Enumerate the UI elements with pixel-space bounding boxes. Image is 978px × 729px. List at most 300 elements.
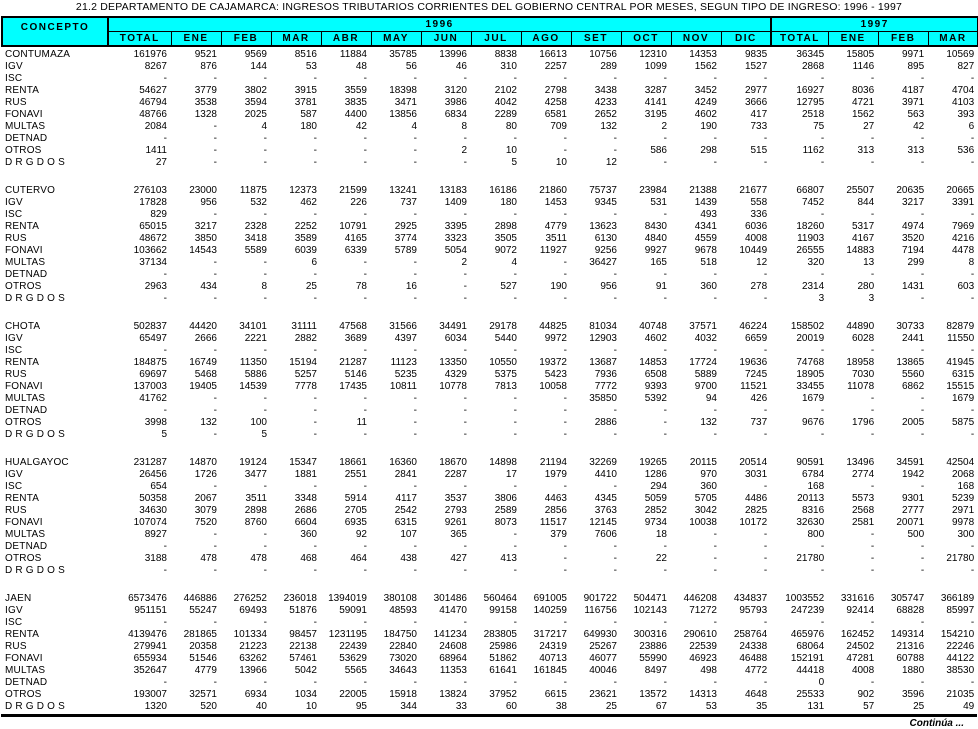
row-label: CONTUMAZA — [5, 49, 71, 60]
cell-value: - — [920, 133, 925, 144]
cell-value: 3774 — [394, 233, 417, 244]
table-row — [2, 393, 978, 405]
cell-value: 25986 — [489, 641, 517, 652]
cell-value: 10756 — [589, 49, 617, 60]
cell-value: 3195 — [644, 109, 667, 120]
cell-value: - — [970, 345, 975, 356]
cell-value: 4008 — [851, 665, 875, 676]
table-row — [2, 677, 978, 689]
cell-value: - — [213, 565, 217, 576]
cell-value: - — [820, 133, 825, 144]
cell-value: 7030 — [851, 369, 875, 380]
cell-value: - — [513, 429, 517, 440]
cell-value: 11903 — [797, 233, 825, 244]
cell-value: 520 — [200, 701, 217, 712]
cell-value: 970 — [700, 469, 717, 480]
cell-value: 4249 — [694, 97, 717, 108]
cell-value: - — [213, 157, 217, 168]
cell-value: - — [763, 73, 768, 84]
cell-value: 16360 — [389, 457, 417, 468]
cell-value: 500 — [907, 529, 925, 540]
cell-value: - — [970, 429, 975, 440]
cell-value: 51546 — [189, 653, 217, 664]
cell-value: 85997 — [946, 605, 975, 616]
cell-value: 3511 — [545, 233, 567, 244]
cell-value: - — [820, 209, 825, 220]
cell-value: 33455 — [796, 381, 825, 392]
cell-value: 24338 — [739, 641, 768, 652]
section-total-row — [2, 319, 978, 333]
cell-value: 33 — [455, 701, 467, 712]
table-row — [2, 61, 978, 73]
cell-value: 42504 — [946, 457, 975, 468]
cell-value: 7772 — [594, 381, 617, 392]
cell-value: - — [213, 405, 217, 416]
cell-value: 3763 — [594, 505, 617, 516]
cell-value: 2257 — [544, 61, 567, 72]
cell-value: - — [363, 209, 367, 220]
cell-value: 13241 — [389, 185, 417, 196]
cell-value: 3915 — [294, 85, 317, 96]
section-gap — [2, 305, 978, 319]
table-row — [2, 197, 978, 209]
cell-value: 21860 — [539, 185, 567, 196]
cell-value: - — [713, 565, 717, 576]
cell-value: - — [763, 157, 768, 168]
cell-value: 1286 — [644, 469, 667, 480]
cell-value: - — [513, 541, 517, 552]
cell-value: 18670 — [439, 457, 467, 468]
cell-value: 3850 — [194, 233, 217, 244]
cell-value: 54627 — [139, 85, 167, 96]
cell-value: 3452 — [694, 85, 717, 96]
cell-value: - — [513, 133, 517, 144]
cell-value: 8036 — [851, 85, 875, 96]
cell-value: - — [263, 157, 267, 168]
cell-value: 6315 — [394, 517, 417, 528]
cell-value: 7520 — [194, 517, 217, 528]
cell-value: 8 — [968, 257, 975, 268]
cell-value: - — [313, 345, 317, 356]
cell-value: 95 — [355, 701, 367, 712]
cell-value: 6615 — [544, 689, 567, 700]
cell-value: 8516 — [294, 49, 317, 60]
cell-value: - — [920, 405, 925, 416]
cell-value: 6028 — [851, 333, 875, 344]
cell-value: - — [213, 429, 217, 440]
cell-value: 3477 — [244, 469, 267, 480]
cell-value: - — [920, 345, 925, 356]
cell-value: 4165 — [344, 233, 367, 244]
cell-value: 12 — [605, 157, 617, 168]
cell-value: 478 — [250, 553, 267, 564]
cell-value: 5440 — [494, 333, 517, 344]
table-row — [2, 565, 978, 577]
cell-value: 13 — [863, 257, 875, 268]
cell-value: 7813 — [494, 381, 517, 392]
cell-value: - — [613, 73, 617, 84]
cell-value: 12795 — [796, 97, 825, 108]
cell-value: 4008 — [744, 233, 768, 244]
cell-value: 14313 — [689, 689, 717, 700]
cell-value: - — [763, 345, 768, 356]
cell-value: 1034 — [294, 689, 317, 700]
cell-value: 10569 — [946, 49, 975, 60]
table-row — [2, 505, 978, 517]
cell-value: 40713 — [539, 653, 567, 664]
cell-value: - — [763, 541, 768, 552]
cell-value: - — [313, 565, 317, 576]
cell-value: - — [920, 553, 925, 564]
cell-value: - — [163, 565, 167, 576]
cell-value: 162452 — [840, 629, 875, 640]
cell-value: - — [163, 269, 167, 280]
cell-value: 13572 — [639, 689, 667, 700]
cell-value: - — [163, 345, 167, 356]
cell-value: - — [663, 269, 667, 280]
cell-value: 30733 — [896, 321, 925, 332]
cell-value: 3 — [818, 293, 825, 304]
cell-value: 3511 — [245, 493, 267, 504]
cell-value: 434 — [200, 281, 217, 292]
cell-value: 102143 — [633, 605, 667, 616]
cell-value: 34101 — [239, 321, 267, 332]
cell-value: 9927 — [644, 245, 667, 256]
cell-value: 4840 — [644, 233, 667, 244]
row-label: RENTA — [5, 357, 40, 368]
cell-value: 60788 — [896, 653, 925, 664]
cell-value: 53629 — [339, 653, 367, 664]
row-label: ISC — [5, 345, 23, 356]
cell-value: 5257 — [294, 369, 317, 380]
cell-value: 4233 — [594, 97, 617, 108]
cell-value: 5565 — [344, 665, 367, 676]
row-label: DETNAD — [5, 133, 48, 144]
cell-value: 1562 — [851, 109, 875, 120]
cell-value: 60 — [505, 701, 517, 712]
cell-value: 3986 — [444, 97, 467, 108]
row-label: ISC — [5, 209, 23, 220]
cell-value: 1231195 — [328, 629, 367, 640]
cell-value: 107 — [400, 529, 417, 540]
cell-value: 34491 — [439, 321, 467, 332]
row-label: DETNAD — [5, 541, 48, 552]
cell-value: 10811 — [389, 381, 417, 392]
cell-value: 92 — [355, 529, 367, 540]
cell-value: 2551 — [344, 469, 367, 480]
cell-value: - — [563, 481, 567, 492]
cell-value: 14543 — [189, 245, 217, 256]
row-label: MULTAS — [5, 393, 46, 404]
cell-value: 3781 — [294, 97, 317, 108]
cell-value: 152191 — [790, 653, 825, 664]
cell-value: 140259 — [533, 605, 567, 616]
row-label: D R G D O S — [5, 565, 65, 576]
cell-value: 951151 — [134, 605, 167, 616]
cell-value: - — [413, 157, 417, 168]
cell-value: 8430 — [644, 221, 667, 232]
cell-value: - — [213, 145, 217, 156]
cell-value: - — [163, 677, 167, 688]
row-label: RENTA — [5, 493, 40, 504]
cell-value: 69697 — [139, 369, 167, 380]
cell-value: 21194 — [539, 457, 567, 468]
cell-value: 4345 — [594, 493, 617, 504]
column-header-feb: FEB — [221, 32, 271, 47]
cell-value: 46794 — [139, 97, 167, 108]
cell-value: - — [213, 293, 217, 304]
table-body — [2, 46, 978, 713]
cell-value: 67 — [655, 701, 667, 712]
cell-value: 20358 — [189, 641, 217, 652]
cell-value: - — [970, 293, 975, 304]
cell-value: 6 — [311, 257, 317, 268]
cell-value: 10172 — [739, 517, 768, 528]
cell-value: - — [613, 565, 617, 576]
cell-value: 34630 — [139, 505, 167, 516]
cell-value: 2886 — [594, 417, 617, 428]
column-header-total-1997: TOTAL — [771, 32, 828, 47]
cell-value: - — [463, 293, 467, 304]
cell-value: 4 — [411, 121, 417, 132]
cell-value: - — [763, 405, 768, 416]
cell-value: 101334 — [233, 629, 267, 640]
cell-value: - — [920, 73, 925, 84]
cell-value: 586 — [650, 145, 667, 156]
cell-value: - — [970, 209, 975, 220]
cell-value: 11517 — [539, 517, 567, 528]
cell-value: 40 — [255, 701, 267, 712]
cell-value: - — [920, 293, 925, 304]
cell-value: - — [313, 393, 317, 404]
cell-value: 281865 — [183, 629, 217, 640]
cell-value: - — [363, 541, 367, 552]
cell-value: 14853 — [639, 357, 667, 368]
page-title: 21.2 DEPARTAMENTO DE CAJAMARCA: INGRESOS TRIBUTARIOS CORRIENTES DEL GOBIERNO CENTRAL POR MESES, SEGUN TIPO DE INGRESO: 1996 - 1997 — [75, 1, 903, 13]
cell-value: 3079 — [194, 505, 217, 516]
cell-value: - — [563, 269, 567, 280]
cell-value: 190 — [700, 121, 717, 132]
cell-value: 35 — [756, 701, 768, 712]
table-row — [2, 405, 978, 417]
cell-value: 2589 — [494, 505, 517, 516]
table-row — [2, 145, 978, 157]
cell-value: 17828 — [139, 197, 167, 208]
cell-value: 462 — [300, 197, 317, 208]
year-group-1997: 1997 — [771, 17, 978, 32]
cell-value: 2882 — [294, 333, 317, 344]
cell-value: 468 — [300, 553, 317, 564]
cell-value: 17435 — [339, 381, 367, 392]
cell-value: 3802 — [244, 85, 267, 96]
cell-value: 649930 — [583, 629, 617, 640]
cell-value: 36427 — [589, 257, 617, 268]
cell-value: 37571 — [689, 321, 717, 332]
cell-value: 587 — [300, 109, 317, 120]
cell-value: 956 — [600, 281, 617, 292]
cell-value: 22439 — [339, 641, 367, 652]
cell-value: 4463 — [544, 493, 567, 504]
cell-value: 46923 — [689, 653, 717, 664]
cell-value: 2856 — [544, 505, 567, 516]
cell-value: 3287 — [644, 85, 667, 96]
cell-value: 56 — [405, 61, 417, 72]
cell-value: 3666 — [744, 97, 768, 108]
cell-value: 65015 — [139, 221, 167, 232]
cell-value: - — [563, 293, 567, 304]
cell-value: 737 — [400, 197, 417, 208]
table-row — [2, 245, 978, 257]
cell-value: - — [563, 565, 567, 576]
cell-value: - — [263, 257, 267, 268]
cell-value: 91 — [655, 281, 667, 292]
cell-value: 21035 — [946, 689, 975, 700]
cell-value: 47568 — [339, 321, 367, 332]
cell-value: 2705 — [344, 505, 367, 516]
cell-value: 276103 — [133, 185, 167, 196]
cell-value: 6935 — [344, 517, 367, 528]
cell-value: 21223 — [239, 641, 267, 652]
cell-value: - — [613, 345, 617, 356]
cell-value: 10 — [555, 157, 567, 168]
cell-value: 1162 — [802, 145, 825, 156]
cell-value: 3395 — [444, 221, 467, 232]
cell-value: - — [613, 481, 617, 492]
cell-value: - — [820, 269, 825, 280]
cell-value: 9978 — [951, 517, 975, 528]
row-label: MULTAS — [5, 529, 46, 540]
year-group-1996: 1996 — [108, 17, 771, 32]
cell-value: 4602 — [644, 333, 667, 344]
cell-value: 18 — [655, 529, 667, 540]
row-label: CHOTA — [5, 321, 41, 332]
cell-value: 9734 — [644, 517, 667, 528]
cell-value: - — [563, 257, 567, 268]
row-label: RUS — [5, 369, 27, 380]
table-row — [2, 701, 978, 713]
cell-value: 15515 — [946, 381, 975, 392]
cell-value: - — [970, 617, 975, 628]
cell-value: 2542 — [394, 505, 417, 516]
section-total-row — [2, 183, 978, 197]
cell-value: - — [413, 677, 417, 688]
table-row — [2, 121, 978, 133]
cell-value: - — [263, 565, 267, 576]
cell-value: - — [870, 73, 875, 84]
cell-value: 283805 — [483, 629, 517, 640]
column-header-ene: ENE — [171, 32, 221, 47]
table-row — [2, 653, 978, 665]
cell-value: 2441 — [901, 333, 925, 344]
cell-value: 10 — [505, 145, 517, 156]
cell-value: 3418 — [244, 233, 267, 244]
cell-value: 4400 — [344, 109, 367, 120]
row-label: ISC — [5, 481, 23, 492]
cell-value: - — [820, 541, 825, 552]
cell-value: - — [413, 481, 417, 492]
cell-value: 2328 — [244, 221, 267, 232]
cell-value: 144 — [250, 61, 267, 72]
cell-value: 7194 — [901, 245, 925, 256]
row-label: IGV — [5, 333, 23, 344]
cell-value: 2898 — [494, 221, 517, 232]
cell-value: - — [163, 405, 167, 416]
cell-value: - — [870, 529, 875, 540]
column-header-may: MAY — [371, 32, 421, 47]
cell-value: - — [263, 617, 267, 628]
cell-value: 3217 — [901, 197, 925, 208]
cell-value: 19405 — [189, 381, 217, 392]
row-label: IGV — [5, 469, 23, 480]
cell-value: 32630 — [796, 517, 825, 528]
cell-value: 6834 — [444, 109, 467, 120]
cell-value: 1881 — [294, 469, 317, 480]
column-header-abr: ABR — [321, 32, 371, 47]
cell-value: 9676 — [801, 417, 825, 428]
cell-value: - — [563, 209, 567, 220]
cell-value: 37134 — [139, 257, 167, 268]
header-year-row — [2, 17, 978, 32]
cell-value: 11 — [356, 417, 367, 428]
cell-value: 4117 — [395, 493, 417, 504]
cell-value: 902 — [857, 689, 875, 700]
cell-value: 74768 — [796, 357, 825, 368]
cell-value: - — [763, 617, 768, 628]
cell-value: - — [363, 565, 367, 576]
cell-value: - — [613, 133, 617, 144]
cell-value: 4410 — [594, 469, 617, 480]
cell-value: 21388 — [689, 185, 717, 196]
cell-value: 2666 — [194, 333, 217, 344]
cell-value: 69493 — [239, 605, 267, 616]
cell-value: 427 — [450, 553, 467, 564]
cell-value: - — [713, 405, 717, 416]
cell-value: 1562 — [694, 61, 717, 72]
cell-value: - — [313, 429, 317, 440]
cell-value: 20019 — [796, 333, 825, 344]
cell-value: 18661 — [339, 457, 367, 468]
cell-value: 709 — [550, 121, 567, 132]
cell-value: - — [513, 293, 517, 304]
cell-value: 98457 — [289, 629, 317, 640]
column-header-set: SET — [571, 32, 621, 47]
cell-value: 2774 — [851, 469, 875, 480]
cell-value: 10791 — [339, 221, 367, 232]
cell-value: 42 — [913, 121, 925, 132]
cell-value: - — [263, 345, 267, 356]
cell-value: - — [870, 209, 875, 220]
column-header-concepto: CONCEPTO — [2, 17, 108, 46]
cell-value: 14539 — [239, 381, 267, 392]
cell-value: 100 — [250, 417, 267, 428]
cell-value: - — [763, 481, 768, 492]
cell-value: 9971 — [901, 49, 925, 60]
cell-value: 294 — [650, 481, 667, 492]
cell-value: - — [613, 541, 617, 552]
cell-value: - — [163, 133, 167, 144]
cell-value: 9521 — [194, 49, 217, 60]
cell-value: 13496 — [846, 457, 875, 468]
cell-value: 9072 — [494, 245, 517, 256]
cell-value: 1679 — [801, 393, 825, 404]
cell-value: - — [920, 157, 925, 168]
cell-value: 3806 — [494, 493, 517, 504]
cell-value: 4648 — [744, 689, 768, 700]
cell-value: 20115 — [689, 457, 717, 468]
cell-value: 360 — [700, 281, 717, 292]
cell-value: 15347 — [289, 457, 317, 468]
cell-value: 38 — [555, 701, 567, 712]
